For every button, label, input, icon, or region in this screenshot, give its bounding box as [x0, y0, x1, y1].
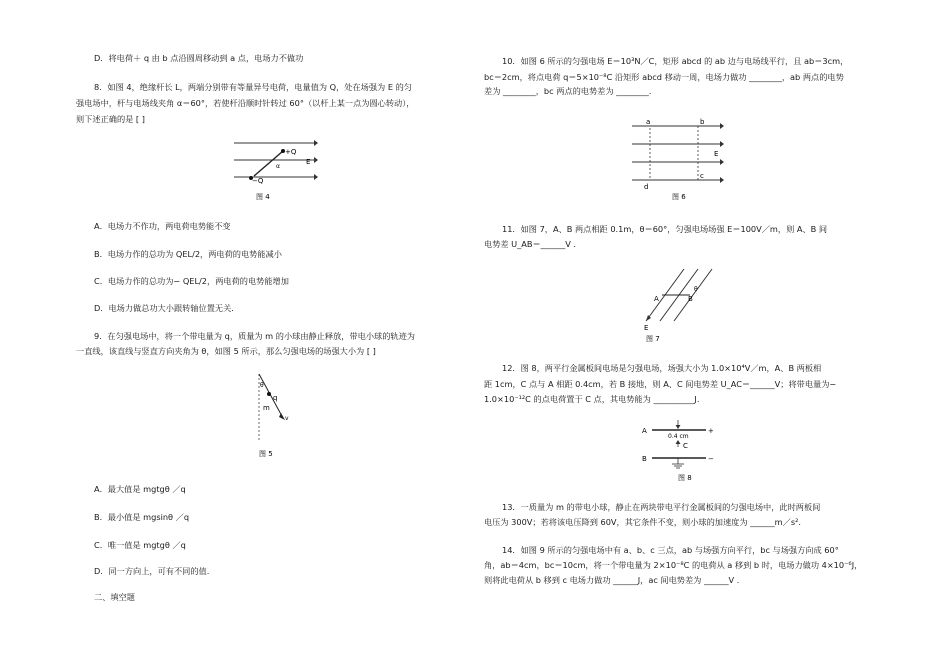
q8-stem-line1: 8．如图 4，绝缘杆长 L，两端分别带有等量异号电荷，电量值为 Q，处在场强为 E 的匀 [94, 82, 412, 92]
fig6-a-label: a [646, 118, 651, 126]
q8-option-b: B．电场力作的总功为 QEL/2，两电荷的电势能减小 [94, 249, 282, 259]
q8-option-d: D．电场力做总功大小跟转轴位置无关. [94, 303, 234, 313]
fig5-mass-label: m [263, 404, 270, 412]
q10-stem-line1: 10．如图 6 所示的匀强电场 E＝10³N／C，矩形 abcd 的 ab 边与电场线平行，且 ab＝3cm， [502, 56, 849, 66]
q14-stem-line2: 角，ab＝4cm，bc＝10cm，将一个带电量为 2×10⁻⁸C 的电荷从 a 移到 b 时，电场力做功 4×10⁻⁶J， [484, 560, 863, 570]
fig8-distance-label: 0.4 cm [668, 433, 689, 440]
fig8-c-label: C [683, 442, 688, 450]
fig7-angle-label: θ [694, 286, 698, 293]
fig5-angle-label: θ [260, 382, 264, 389]
fig6-caption: 图 6 [672, 193, 686, 201]
fig5-velocity-label: v [285, 415, 289, 422]
figure-5 [247, 370, 297, 462]
figure-6 [630, 114, 730, 206]
fig7-caption: 图 7 [646, 335, 660, 343]
fig6-b-label: b [700, 118, 705, 126]
q9-option-b: B．最小值是 mgsinθ ／q [94, 512, 190, 522]
q9-stem-line1: 9．在匀强电场中，将一个带电量为 q，质量为 m 的小球由静止释放，带电小球的轨迹为 [94, 331, 415, 341]
figure-8 [638, 416, 728, 484]
q8-stem-line3: 则下述正确的是 [ ] [76, 114, 145, 124]
fig8-plus-label: + [708, 427, 714, 435]
q11-stem-line1: 11．如图 7，A、B 两点相距 0.1m，θ＝60°，匀强电场场强 E＝100V／m，则 A、B 间 [502, 224, 828, 234]
fig6-field-label: E [714, 150, 719, 158]
section-heading: 二、填空题 [94, 592, 135, 602]
fig4-caption: 图 4 [256, 193, 270, 201]
q13-stem-line2: 电压为 300V；若将该电压降到 60V，其它条件不变，则小球的加速度为 ______m／s². [484, 517, 801, 527]
q10-stem-line3: 差为 ________，bc 两点的电势差为 ________. [484, 86, 652, 96]
fig4-minus-label: −Q [252, 177, 264, 185]
fig8-b-label: B [642, 455, 647, 463]
fig4-plus-label: +Q [285, 148, 297, 156]
q12-stem-line1: 12．图 8，两平行金属板间电场是匀强电场，场强大小为 1.0×10⁴V／m，A、B 两板相 [502, 363, 822, 373]
fig7-b-label: B [688, 295, 693, 303]
q7-option-d: D．将电荷＋ q 由 b 点沿圆周移动到 a 点，电场力不做功 [94, 53, 304, 63]
q9-option-d: D．同一方向上，可有不同的值. [94, 566, 210, 576]
figure-4 [232, 137, 318, 205]
q8-stem-line2: 强电场中，杆与电场线夹角 α＝60°，若使杆沿顺时针转过 60°（以杆上某一点为圆心转动）， [76, 98, 415, 108]
fig6-d-label: d [644, 183, 649, 191]
fig7-a-label: A [654, 295, 659, 303]
q13-stem-line1: 13．一质量为 m 的带电小球，静止在两块带电平行金属板间的匀强电场中，此时两板间 [502, 502, 821, 512]
q8-option-a: A．电场力不作功，两电荷电势能不变 [94, 221, 231, 231]
q9-option-c: C．唯一值是 mgtgθ ／q [94, 540, 186, 550]
q11-stem-line2: 电势差 U_AB＝______V . [484, 239, 577, 249]
q9-stem-line2: 一直线，该直线与竖直方向夹角为 θ，如图 5 所示，那么匀强电场的场强大小为 [ ] [76, 346, 376, 356]
fig5-charge-label: q [273, 394, 278, 402]
fig5-caption: 图 5 [259, 450, 273, 458]
q12-stem-line3: 1.0×10⁻¹²C 的点电荷置于 C 点，其电势能为 __________J. [484, 394, 700, 404]
q14-stem-line1: 14．如图 9 所示的匀强电场中有 a、b、c 三点，ab 与场强方向平行，bc 与场强方向成 60° [502, 545, 839, 555]
fig8-a-label: A [642, 427, 647, 435]
q8-option-c: C．电场力作的总功为− QEL/2，两电荷的电势能增加 [94, 276, 289, 286]
fig8-caption: 图 8 [678, 474, 692, 482]
q9-option-a: A．最大值是 mgtgθ ／q [94, 484, 186, 494]
fig4-angle-label: α [276, 163, 280, 170]
q14-stem-line3: 则将此电荷从 b 移到 c 电场力做功 ______J，ac 间电势差为 ______V . [484, 575, 740, 585]
fig4-field-label: E [306, 158, 311, 166]
q10-stem-line2: bc＝2cm，将点电荷 q＝5×10⁻⁸C 沿矩形 abcd 移动一周，电场力做功 ________，ab 两点的电势 [484, 72, 844, 82]
fig6-c-label: c [700, 172, 704, 180]
figure-7 [642, 265, 716, 345]
q12-stem-line2: 距 1cm，C 点与 A 相距 0.4cm，若 B 接地，则 A、C 间电势差 U_AC＝______V；将带电量为− [484, 379, 837, 389]
fig8-minus-label: − [708, 455, 714, 463]
fig7-field-label: E [644, 324, 649, 332]
